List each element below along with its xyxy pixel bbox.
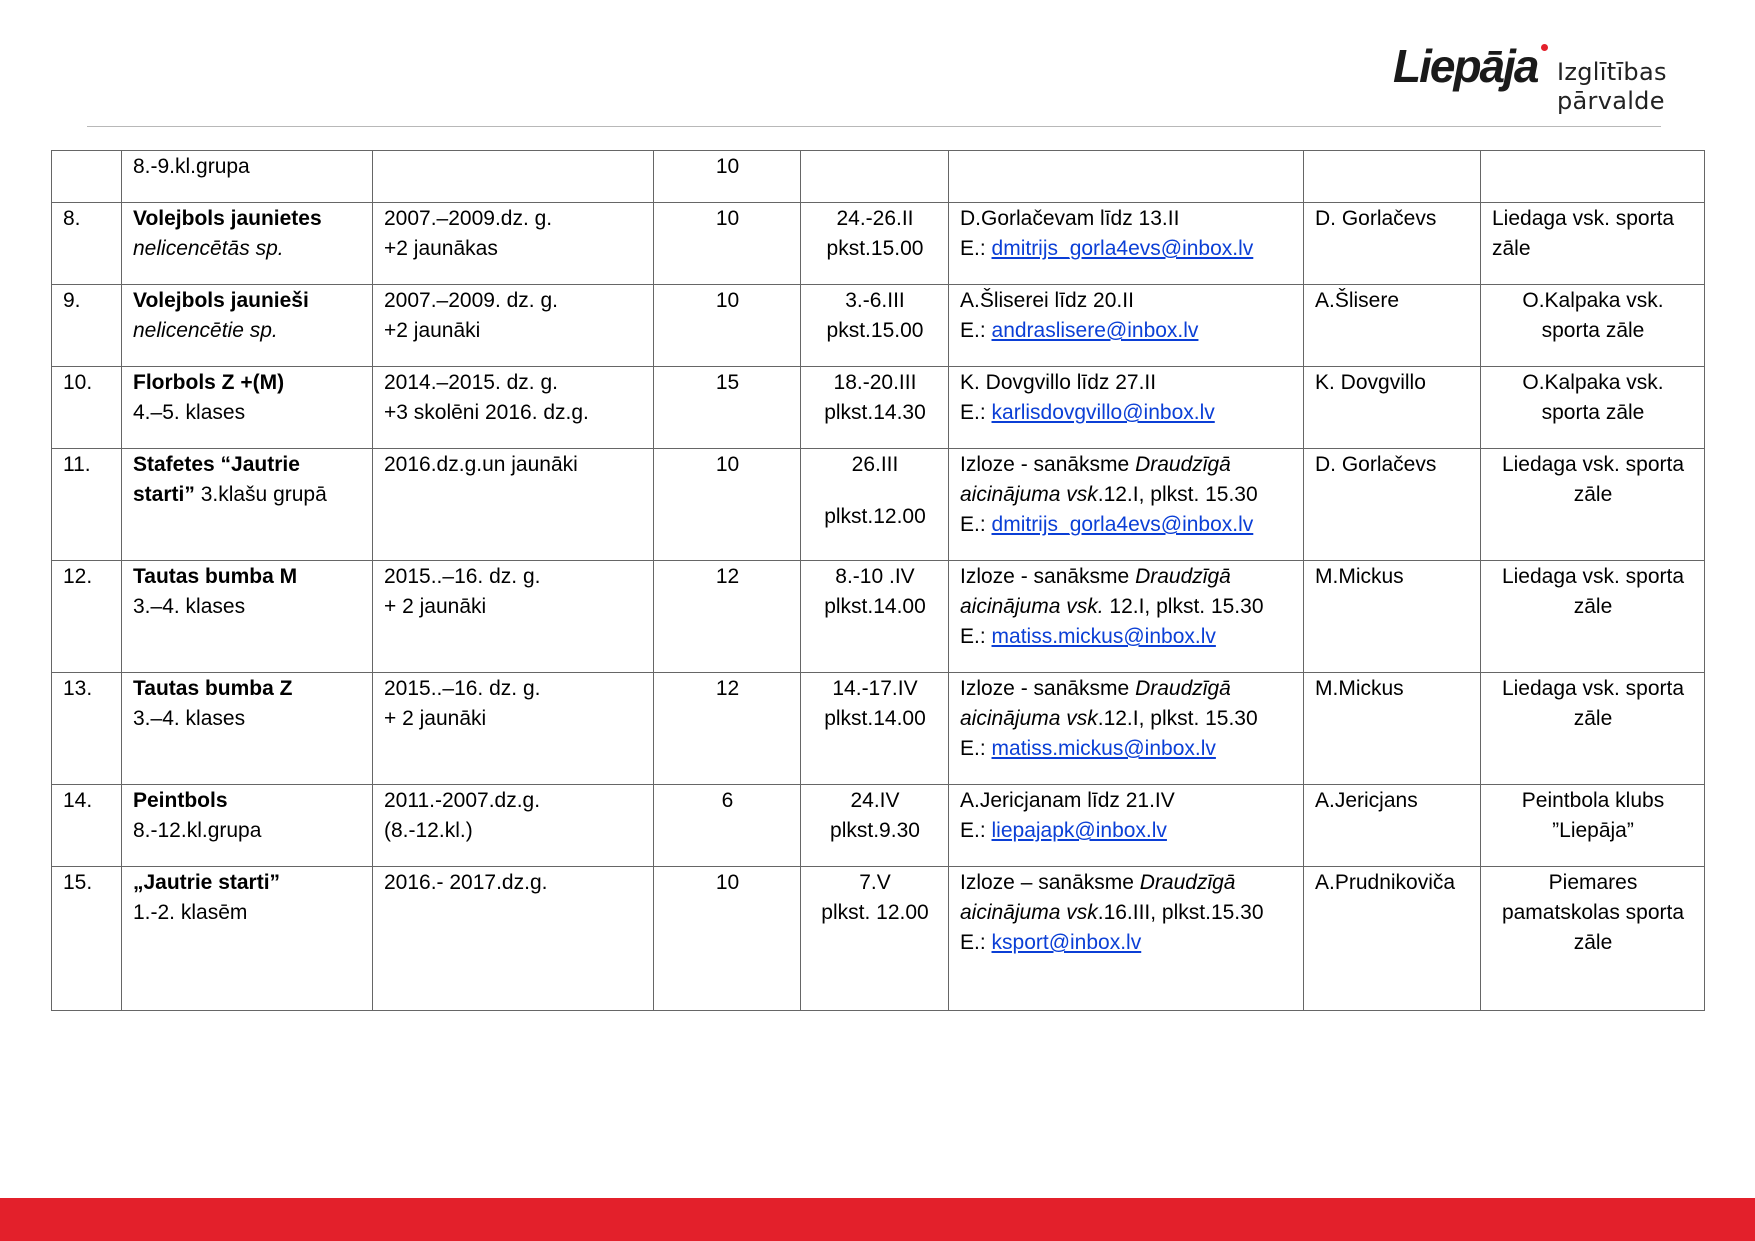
application-text: K. Dovgvillo līdz 27.II xyxy=(960,371,1157,394)
chief-judge: K. Dovgvillo xyxy=(1315,371,1426,394)
age-line1: 2015..–16. dz. g. xyxy=(384,565,541,588)
application-meeting-time: 12.I, plkst. 15.30 xyxy=(1103,595,1264,618)
event-title: Tautas bumba Z xyxy=(133,677,293,700)
application-school-italic: Draudzīgā xyxy=(1135,453,1231,476)
row-number: 11. xyxy=(63,453,91,476)
team-size: 12 xyxy=(715,677,740,700)
cell-event xyxy=(122,785,373,867)
date-range: 26.III xyxy=(851,453,899,476)
table-row xyxy=(52,673,1705,785)
application-text: A.Šliserei līdz 20.II xyxy=(960,289,1134,312)
cell-date xyxy=(801,785,949,867)
age-line2: +3 skolēni 2016. dz.g. xyxy=(384,401,589,424)
row-number: 13. xyxy=(63,677,93,700)
venue: O.Kalpaka vsk. sporta zāle xyxy=(1522,289,1664,342)
cell-number xyxy=(52,151,122,203)
team-size: 15 xyxy=(715,371,740,394)
date-range: 8.-10 .IV xyxy=(835,565,915,588)
age-line1: 2007.–2009. dz. g. xyxy=(384,289,558,312)
cell-number xyxy=(52,203,122,285)
venue: Liedaga vsk. sporta zāle xyxy=(1492,207,1675,260)
event-subtitle: nelicencētie sp. xyxy=(133,319,278,342)
age-line1: 2014.–2015. dz. g. xyxy=(384,371,558,394)
schedule-body xyxy=(52,151,1705,1011)
cell-age-group xyxy=(373,785,654,867)
event-title: Florbols Z +(M) xyxy=(133,371,285,394)
chief-judge: A.Prudnikoviča xyxy=(1315,871,1456,894)
event-title: Volejbols jaunietes xyxy=(133,207,322,230)
cell-team-size xyxy=(654,673,801,785)
event-subtitle: 8.-12.kl.grupa xyxy=(133,819,262,842)
age-line2: +2 jaunākas xyxy=(384,237,498,260)
chief-judge: M.Mickus xyxy=(1315,677,1404,700)
table-row xyxy=(52,151,1705,203)
cell-application xyxy=(949,203,1304,285)
cell-event xyxy=(122,673,373,785)
event-title: Tautas bumba M xyxy=(133,565,298,588)
date-range: 14.-17.IV xyxy=(832,677,918,700)
cell-age-group xyxy=(373,867,654,1011)
event-subtitle: 3.–4. klases xyxy=(133,595,246,618)
cell-date xyxy=(801,285,949,367)
start-time: pkst.15.00 xyxy=(826,237,924,260)
cell-application xyxy=(949,673,1304,785)
age-line1: 2016.dz.g.un jaunāki xyxy=(384,453,578,476)
age-line1: 2015..–16. dz. g. xyxy=(384,677,541,700)
email-label: E.: xyxy=(960,819,992,842)
cell-venue xyxy=(1481,285,1705,367)
cell-number xyxy=(52,367,122,449)
cell-age-group xyxy=(373,285,654,367)
application-meeting-time: .16.III, plkst.15.30 xyxy=(1097,901,1264,924)
table-row xyxy=(52,449,1705,561)
event-title-rest: 8.-9.kl.grupa xyxy=(133,155,250,178)
cell-event xyxy=(122,367,373,449)
table-row xyxy=(52,867,1705,1011)
spacer xyxy=(812,480,938,502)
venue: Peintbola klubs ”Liepāja” xyxy=(1521,789,1665,842)
email-label: E.: xyxy=(960,513,992,536)
email-label: E.: xyxy=(960,931,992,954)
cell-age-group xyxy=(373,203,654,285)
cell-judge xyxy=(1304,867,1481,1011)
cell-venue xyxy=(1481,367,1705,449)
age-line1: 2011.-2007.dz.g. xyxy=(384,789,541,812)
event-title: Peintbols xyxy=(133,789,228,812)
footer-brand-bar xyxy=(0,1198,1755,1241)
cell-application xyxy=(949,285,1304,367)
start-time: plkst.12.00 xyxy=(824,505,926,528)
cell-date xyxy=(801,151,949,203)
cell-team-size xyxy=(654,867,801,1011)
row-number: 9. xyxy=(63,289,81,312)
email-link[interactable]: matiss.mickus@inbox.lv xyxy=(991,737,1216,760)
team-size: 10 xyxy=(715,155,740,178)
start-time: plkst.9.30 xyxy=(830,819,920,842)
application-school-italic-2: aicinājuma vsk. xyxy=(960,595,1104,618)
row-number: 12. xyxy=(63,565,93,588)
chief-judge: D. Gorlačevs xyxy=(1315,453,1437,476)
email-label: E.: xyxy=(960,625,992,648)
team-size: 6 xyxy=(721,789,734,812)
date-range: 24.IV xyxy=(850,789,900,812)
cell-judge xyxy=(1304,151,1481,203)
cell-number xyxy=(52,785,122,867)
age-line1: 2016.- 2017.dz.g. xyxy=(384,871,548,894)
venue: O.Kalpaka vsk. sporta zāle xyxy=(1522,371,1664,424)
event-subtitle: 1.-2. klasēm xyxy=(133,901,248,924)
cell-venue xyxy=(1481,785,1705,867)
email-label: E.: xyxy=(960,401,992,424)
chief-judge: D. Gorlačevs xyxy=(1315,207,1437,230)
cell-team-size xyxy=(654,449,801,561)
application-text: Izloze - sanāksme xyxy=(960,565,1136,588)
cell-event xyxy=(122,867,373,1011)
cell-team-size xyxy=(654,561,801,673)
header-divider xyxy=(87,126,1661,127)
cell-judge xyxy=(1304,367,1481,449)
application-school-italic-2: aicinājuma vsk xyxy=(960,483,1098,506)
venue: Liedaga vsk. sporta zāle xyxy=(1501,453,1685,506)
cell-judge xyxy=(1304,285,1481,367)
cell-number xyxy=(52,449,122,561)
logo-subtitle-line1: Izglītības xyxy=(1557,58,1667,86)
date-range: 3.-6.III xyxy=(845,289,905,312)
row-number: 15. xyxy=(63,871,93,894)
chief-judge: M.Mickus xyxy=(1315,565,1404,588)
application-school-italic-2: aicinājuma vsk xyxy=(960,901,1098,924)
cell-date xyxy=(801,449,949,561)
logo-subtitle-line2: pārvalde xyxy=(1557,87,1665,115)
start-time: plkst.14.00 xyxy=(824,707,926,730)
chief-judge: A.Jericjans xyxy=(1315,789,1418,812)
application-text: Izloze - sanāksme xyxy=(960,677,1136,700)
email-label: E.: xyxy=(960,319,992,342)
venue: Piemares pamatskolas sporta zāle xyxy=(1501,871,1685,954)
application-school-italic-2: aicinājuma vsk xyxy=(960,707,1098,730)
cell-team-size xyxy=(654,203,801,285)
event-title: Stafetes “Jautrie starti” xyxy=(133,453,300,506)
start-time: plkst.14.00 xyxy=(824,595,926,618)
application-text: D.Gorlačevam līdz 13.II xyxy=(960,207,1180,230)
cell-event xyxy=(122,285,373,367)
application-text: A.Jericjanam līdz 21.IV xyxy=(960,789,1175,812)
cell-age-group xyxy=(373,449,654,561)
cell-venue xyxy=(1481,867,1705,1011)
date-range: 18.-20.III xyxy=(833,371,917,394)
age-line2: + 2 jaunāki xyxy=(384,595,487,618)
cell-application xyxy=(949,449,1304,561)
start-time: plkst. 12.00 xyxy=(821,901,929,924)
event-title: „Jautrie starti” xyxy=(133,871,281,894)
team-size: 12 xyxy=(715,565,740,588)
email-link[interactable]: karlisdovgvillo@inbox.lv xyxy=(991,401,1215,424)
age-line2: (8.-12.kl.) xyxy=(384,819,473,842)
application-text: Izloze – sanāksme xyxy=(960,871,1140,894)
cell-application xyxy=(949,867,1304,1011)
email-link[interactable]: dmitrijs_gorla4evs@inbox.lv xyxy=(991,513,1254,536)
cell-venue xyxy=(1481,151,1705,203)
age-line1: 2007.–2009.dz. g. xyxy=(384,207,553,230)
logo-accent-dot xyxy=(1541,44,1548,51)
cell-number xyxy=(52,561,122,673)
cell-team-size xyxy=(654,785,801,867)
cell-judge xyxy=(1304,673,1481,785)
cell-venue xyxy=(1481,203,1705,285)
cell-age-group xyxy=(373,151,654,203)
cell-application xyxy=(949,561,1304,673)
date-range: 7.V xyxy=(859,871,891,894)
application-text: Izloze - sanāksme xyxy=(960,453,1136,476)
application-school-italic: Draudzīgā xyxy=(1135,677,1231,700)
email-link[interactable]: dmitrijs_gorla4evs@inbox.lv xyxy=(991,237,1254,260)
row-number: 8. xyxy=(63,207,81,230)
application-meeting-time: .12.I, plkst. 15.30 xyxy=(1097,483,1258,506)
start-time: plkst.14.30 xyxy=(824,401,926,424)
table-row xyxy=(52,367,1705,449)
logo-wordmark: Liepāja xyxy=(1393,40,1538,92)
table-row xyxy=(52,203,1705,285)
row-number: 14. xyxy=(63,789,93,812)
event-subtitle: nelicencētās sp. xyxy=(133,237,284,260)
cell-date xyxy=(801,561,949,673)
cell-date xyxy=(801,367,949,449)
cell-number xyxy=(52,673,122,785)
chief-judge: A.Šlisere xyxy=(1315,289,1400,312)
event-title-rest: 3.klašu grupā xyxy=(194,483,327,506)
venue: Liedaga vsk. sporta zāle xyxy=(1501,565,1685,618)
application-school-italic: Draudzīgā xyxy=(1135,565,1231,588)
cell-date xyxy=(801,867,949,1011)
email-link[interactable]: liepajapk@inbox.lv xyxy=(991,819,1167,842)
cell-venue xyxy=(1481,449,1705,561)
team-size: 10 xyxy=(715,871,740,894)
cell-venue xyxy=(1481,561,1705,673)
cell-date xyxy=(801,673,949,785)
application-school-italic: Draudzīgā xyxy=(1139,871,1236,894)
cell-team-size xyxy=(654,285,801,367)
email-link[interactable]: matiss.mickus@inbox.lv xyxy=(991,625,1216,648)
date-range: 24.-26.II xyxy=(836,207,914,230)
cell-age-group xyxy=(373,561,654,673)
cell-team-size xyxy=(654,367,801,449)
liepaja-logo xyxy=(1393,38,1667,118)
logo-subtitle xyxy=(1557,58,1667,116)
event-title: Volejbols jaunieši xyxy=(133,289,309,312)
team-size: 10 xyxy=(715,289,740,312)
age-line2: + 2 jaunāki xyxy=(384,707,487,730)
cell-team-size xyxy=(654,151,801,203)
table-row xyxy=(52,285,1705,367)
email-label: E.: xyxy=(960,237,992,260)
cell-judge xyxy=(1304,561,1481,673)
application-meeting-time: .12.I, plkst. 15.30 xyxy=(1097,707,1258,730)
email-link[interactable]: andraslisere@inbox.lv xyxy=(991,319,1199,342)
row-number: 10. xyxy=(63,371,93,394)
event-subtitle: 3.–4. klases xyxy=(133,707,246,730)
email-link[interactable]: ksport@inbox.lv xyxy=(991,931,1142,954)
cell-number xyxy=(52,285,122,367)
cell-venue xyxy=(1481,673,1705,785)
cell-event xyxy=(122,151,373,203)
cell-application xyxy=(949,785,1304,867)
age-line2: +2 jaunāki xyxy=(384,319,481,342)
cell-judge xyxy=(1304,203,1481,285)
team-size: 10 xyxy=(715,453,740,476)
cell-event xyxy=(122,449,373,561)
table-row xyxy=(52,561,1705,673)
competition-schedule-table xyxy=(51,150,1705,1011)
cell-application xyxy=(949,151,1304,203)
venue: Liedaga vsk. sporta zāle xyxy=(1501,677,1685,730)
email-label: E.: xyxy=(960,737,992,760)
cell-number xyxy=(52,867,122,1011)
cell-age-group xyxy=(373,367,654,449)
cell-event xyxy=(122,561,373,673)
team-size: 10 xyxy=(715,207,740,230)
cell-judge xyxy=(1304,449,1481,561)
cell-event xyxy=(122,203,373,285)
cell-judge xyxy=(1304,785,1481,867)
cell-application xyxy=(949,367,1304,449)
table-row xyxy=(52,785,1705,867)
start-time: pkst.15.00 xyxy=(826,319,924,342)
event-subtitle: 4.–5. klases xyxy=(133,401,246,424)
cell-age-group xyxy=(373,673,654,785)
cell-date xyxy=(801,203,949,285)
